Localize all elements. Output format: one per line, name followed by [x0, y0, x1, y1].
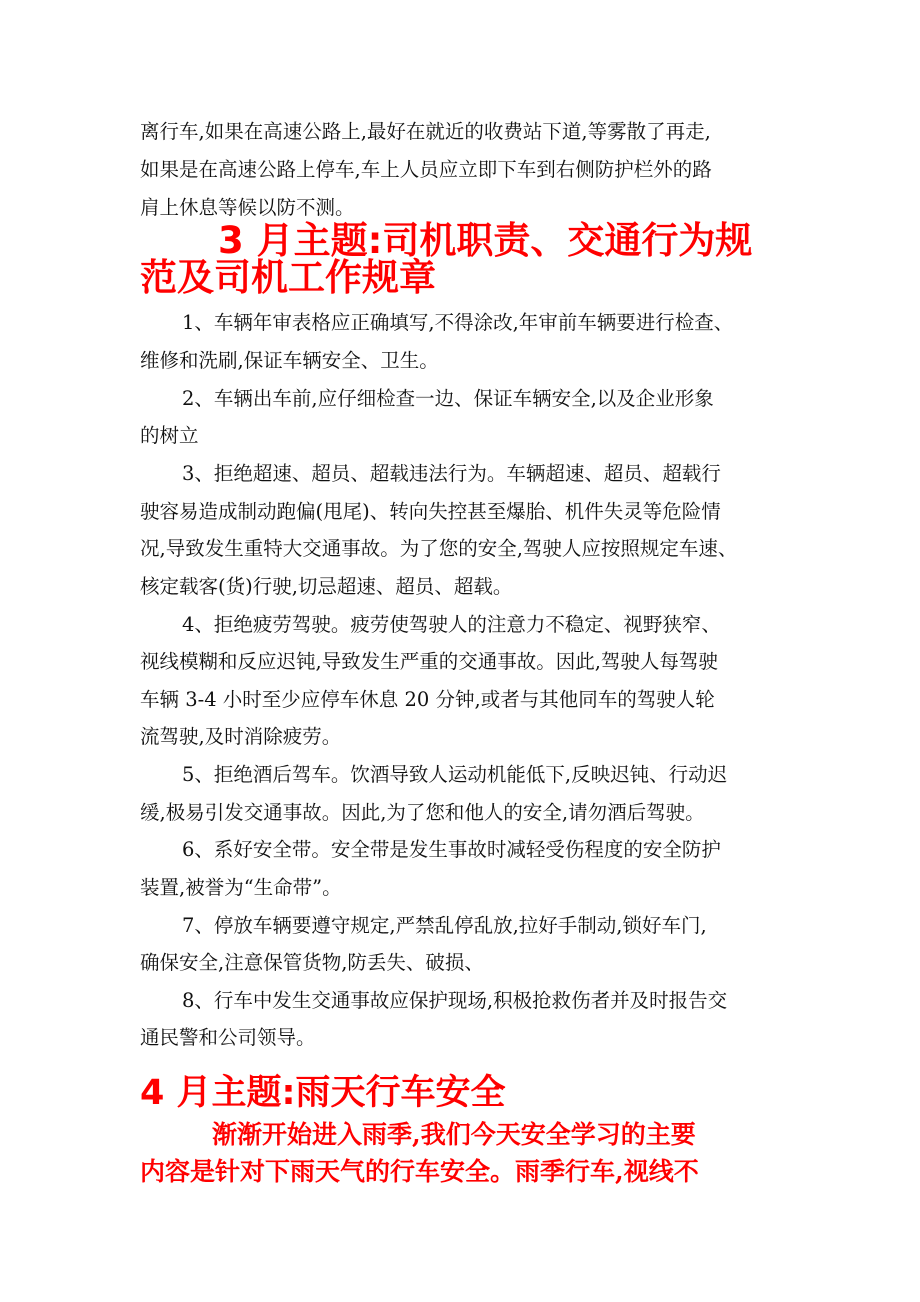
item-3-line-2: 驶容易造成制动跑偏(甩尾)、转向失控甚至爆胎、机件失灵等危险情	[140, 500, 721, 523]
section4-line-1: 渐渐开始进入雨季,我们今天安全学习的主要	[212, 1120, 696, 1149]
item-4-line-4: 流驾驶,及时消除疲劳。	[140, 725, 342, 748]
item-5-line-2: 缓,极易引发交通事故。因此,为了您和他人的安全,请勿酒后驾驶。	[140, 801, 705, 824]
intro-line-2: 如果是在高速公路上停车,车上人员应立即下车到右侧防护栏外的路	[140, 158, 712, 181]
intro-line-3: 肩上休息等候以防不测。	[140, 196, 355, 219]
item-6-line-2: 装置,被誉为“生命带”。	[140, 876, 342, 899]
item-7-line-1: 7、停放车辆要遵守规定,严禁乱停乱放,拉好手制动,锁好车门,	[182, 914, 707, 937]
item-2-line-2: 的树立	[140, 424, 199, 447]
item-8-line-2: 通民警和公司领导。	[140, 1026, 316, 1049]
item-3-line-4: 核定载客(货)行驶,切忌超速、超员、超载。	[140, 575, 513, 598]
item-8-line-1: 8、行车中发生交通事故应保护现场,积极抢救伤者并及时报告交	[182, 989, 728, 1012]
item-3-line-3: 况,导致发生重特大交通事故。为了您的安全,驾驶人应按照规定车速、	[140, 537, 738, 560]
section3-heading-line-1: 3 月主题:司机职责、交通行为规	[218, 219, 753, 262]
item-1-line-1: 1、车辆年审表格应正确填写,不得涂改,年审前车辆要进行检查、	[182, 311, 734, 334]
item-2-line-1: 2、车辆出车前,应仔细检查一边、保证车辆安全,以及企业形象	[182, 387, 714, 410]
item-1-line-2: 维修和洗刷,保证车辆安全、卫生。	[140, 349, 439, 372]
intro-line-1: 离行车,如果在高速公路上,最好在就近的收费站下道,等雾散了再走,	[140, 120, 711, 143]
item-3-line-1: 3、拒绝超速、超员、超载违法行为。车辆超速、超员、超载行	[182, 462, 721, 485]
section3-heading-line-2: 范及司机工作规章	[140, 256, 436, 299]
item-6-line-1: 6、系好安全带。安全带是发生事故时减轻受伤程度的安全防护	[182, 838, 721, 861]
item-4-line-3: 车辆 3-4 小时至少应停车休息 20 分钟,或者与其他同车的驾驶人轮	[140, 688, 715, 711]
section4-heading: 4 月主题:雨天行车安全	[140, 1073, 506, 1113]
item-5-line-1: 5、拒绝酒后驾车。饮酒导致人运动机能低下,反映迟钝、行动迟	[182, 763, 728, 786]
section4-line-2: 内容是针对下雨天气的行车安全。雨季行车,视线不	[140, 1157, 699, 1186]
item-4-line-1: 4、拒绝疲劳驾驶。疲劳使驾驶人的注意力不稳定、视野狭窄、	[182, 613, 721, 636]
item-7-line-2: 确保安全,注意保管货物,防丢失、破损、	[140, 951, 484, 974]
item-4-line-2: 视线模糊和反应迟钝,导致发生严重的交通事故。因此,驾驶人每驾驶	[140, 650, 718, 673]
